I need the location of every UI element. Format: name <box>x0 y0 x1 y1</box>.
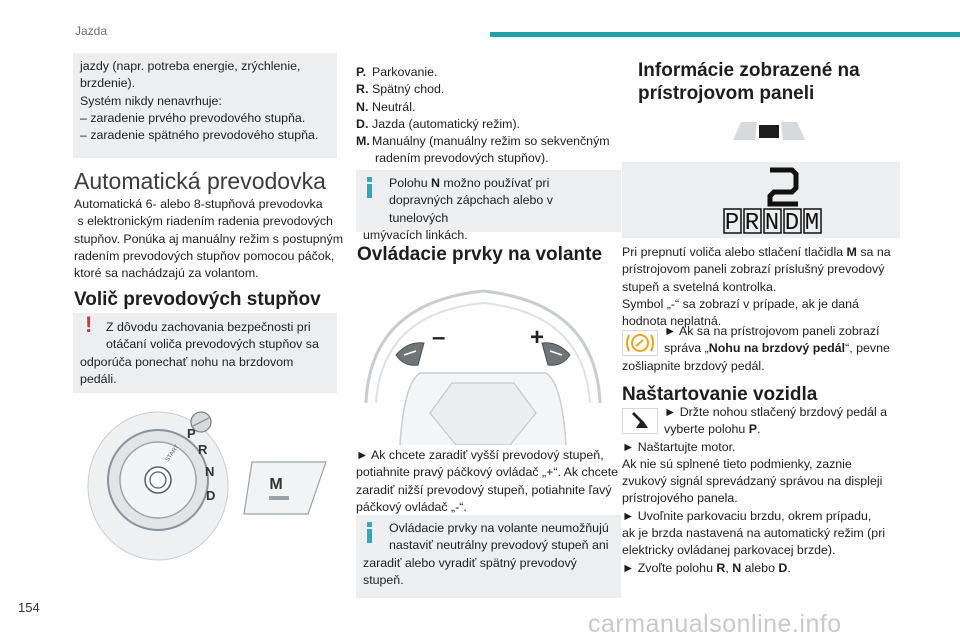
text-line: stupeň a svetelná kontrolka. <box>622 279 777 294</box>
text-line: elektricky ovládanej parkovacej brzde). <box>622 543 836 558</box>
warning-line: Z dôvodu zachovania bezpečnosti pri <box>106 320 311 334</box>
text-line: Ak nie sú splnené tieto podmienky, zaznie <box>622 456 852 471</box>
paddle-minus-label: – <box>432 324 446 351</box>
warning-icon: ! <box>85 312 93 337</box>
text-line: ► Uvoľnite parkovaciu brzdu, okrem prípadu, <box>622 508 872 523</box>
note-line: brzdenie). <box>80 76 136 91</box>
list-item <box>356 81 621 98</box>
mode-text: Neutrál. <box>372 99 416 114</box>
mode-key: N. <box>356 99 369 114</box>
display-letter-n: N <box>764 210 780 237</box>
mode-text: Jazda (automatický režim). <box>372 116 521 131</box>
text-line: prístrojovom paneli zobrazí príslušný prevodový <box>622 262 885 277</box>
info-line: nastaviť neutrálny prevodový stupeň ani <box>389 538 609 553</box>
header-accent-bar <box>490 32 960 37</box>
note-line: – zaradenie spätného prevodového stupňa. <box>80 128 319 143</box>
gear-display-panel <box>622 162 900 238</box>
text-line: hodnota neplatná. <box>622 314 722 329</box>
text-line: zaradiť nižší prevodový stupeň, potiahnite ľavý <box>356 482 612 497</box>
text-line: správa „Nohu na brzdový pedál“, pevne <box>664 341 890 356</box>
display-letter-d: D <box>784 210 800 237</box>
text-line: radením prevodových stupňov pomocou páčok, <box>74 248 335 263</box>
m-button-label: M <box>269 476 283 493</box>
warning-line: odporúča ponechať nohu na brzdovom <box>80 354 294 369</box>
note-line: – zaradenie prvého prevodového stupňa. <box>80 110 306 125</box>
warning-line: pedáli. <box>80 371 117 386</box>
text-line: stupňov. Ponúka aj manuálny režim s postupným <box>74 231 344 246</box>
display-letter-m: M <box>804 210 820 237</box>
info-line: Polohu N možno používať pri <box>389 176 550 190</box>
info-box-neutral <box>356 170 621 242</box>
text-line: Symbol „-“ sa zobrazí v prípade, ak je daná <box>622 296 859 311</box>
text-line: potiahnite pravý páčkový ovládač „+“. Ak chcete <box>356 465 619 480</box>
list-item <box>356 116 621 133</box>
text-line: Automatická 6- alebo 8-stupňová prevodovka <box>74 197 323 211</box>
list-item <box>356 99 621 116</box>
info-line: Ovládacie prvky na volante neumožňujú <box>389 521 609 535</box>
note-line: Systém nikdy nenavrhuje: <box>80 93 222 108</box>
mode-key: R. <box>356 82 369 97</box>
steering-wheel-illustration <box>360 283 606 445</box>
info-line: zaradiť alebo vyradiť spätný prevodový <box>363 555 577 570</box>
text-line: ► Ak sa na prístrojovom paneli zobrazí <box>664 324 880 338</box>
text-line: vyberte polohu P. <box>664 422 761 437</box>
steering-text <box>356 447 626 516</box>
gear-modes-list <box>356 64 621 168</box>
text-line: ► Naštartujte motor. <box>622 439 736 454</box>
starting-steps <box>622 404 912 577</box>
selector-letter-p: P <box>187 426 196 441</box>
text-line: ktoré sa nachádzajú za volantom. <box>74 266 259 281</box>
text-line: ► Zvoľte polohu R, N alebo D. <box>622 560 791 575</box>
info-line: dopravných zápchach alebo v tunelových <box>389 193 553 225</box>
text-line: prístrojového panela. <box>622 491 738 506</box>
mode-text-cont: radením prevodových stupňov). <box>375 151 549 166</box>
display-info-text <box>622 244 912 330</box>
text-line: zošliapnite brzdový pedál. <box>622 358 765 373</box>
text-line: ► Ak chcete zaradiť vyšší prevodový stupeň, <box>356 448 604 462</box>
heading-automatic-gearbox: Automatická prevodovka <box>74 168 326 194</box>
heading-gear-selector: Volič prevodových stupňov <box>74 289 321 310</box>
info-icon <box>367 522 372 544</box>
list-item <box>356 133 621 150</box>
heading-steering-controls: Ovládacie prvky na volante <box>357 244 603 265</box>
text-line: ► Držte nohou stlačený brzdový pedál a <box>664 405 888 419</box>
text-line: Pri prepnutí voliča alebo stlačení tlačidla M sa na <box>622 245 891 259</box>
instrument-lamp-icon <box>727 114 811 150</box>
paddle-plus-label: + <box>530 324 545 351</box>
info-icon <box>367 177 372 199</box>
text-line: zvukový signál sprevádzaný správou na displeji <box>622 474 883 489</box>
mode-key: D. <box>356 116 369 131</box>
auto-gearbox-text <box>74 196 344 282</box>
page-number: 154 <box>18 600 40 615</box>
list-item <box>356 64 621 81</box>
selector-letter-n: N <box>205 464 215 479</box>
heading-instrument-info: Informácie zobrazené na prístrojovom paneli <box>638 60 860 104</box>
info-line: stupeň. <box>363 572 404 587</box>
heading-starting-vehicle: Naštartovanie vozidla <box>622 384 818 405</box>
mode-text: Spätný chod. <box>372 82 445 97</box>
text-line: páčkový ovládač „-“. <box>356 499 467 514</box>
warning-line: otáčaní voliča prevodových stupňov sa <box>106 337 319 352</box>
mode-key: P. <box>356 65 367 79</box>
selector-letter-d: D <box>206 488 216 503</box>
warning-box <box>73 313 337 393</box>
text-line: ak je brzda nastavená na automatický režim (pri <box>622 526 886 541</box>
selector-letter-r: R <box>198 442 208 457</box>
mode-key: M. <box>356 134 370 149</box>
text-line: s elektronickým riadením radenia prevodových <box>74 214 333 229</box>
info-box-steering <box>356 515 621 598</box>
mode-text: Manuálny (manuálny režim so sekvenčným <box>372 134 610 149</box>
note-box <box>73 53 337 158</box>
watermark: carmanualsonline.info <box>588 610 842 638</box>
brake-message-text <box>622 323 912 375</box>
mode-text: Parkovanie. <box>372 65 438 79</box>
gear-selector-illustration <box>86 404 332 570</box>
selector-start-label: START <box>164 444 181 464</box>
note-line: jazdy (napr. potreba energie, zrýchlenie, <box>80 59 301 73</box>
display-letter-r: R <box>744 210 760 237</box>
section-title: Jazda <box>75 24 108 38</box>
info-line: umývacích linkách. <box>363 227 468 242</box>
display-letter-p: P <box>724 210 740 237</box>
